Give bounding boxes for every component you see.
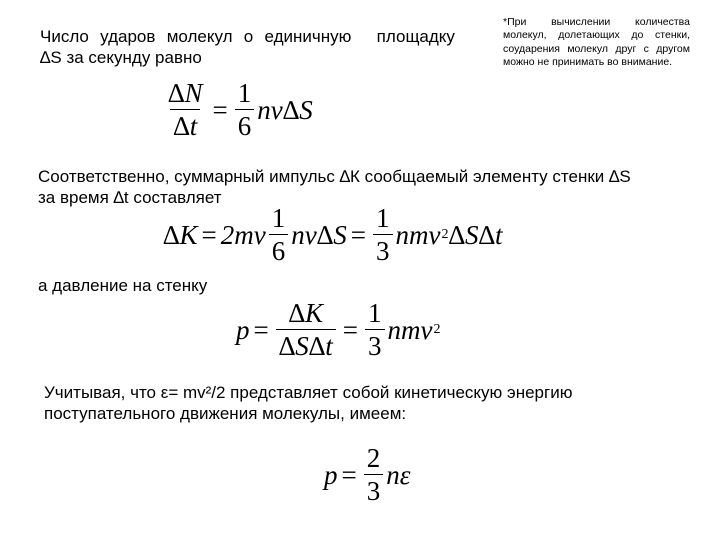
equals-sign: = — [253, 314, 269, 345]
equation-term: nmv — [395, 219, 441, 250]
intro-line-1 — [40, 26, 455, 47]
intro-text — [40, 26, 455, 68]
fraction-denominator: ∆t — [170, 109, 200, 140]
fraction-denominator: 6 — [235, 109, 255, 140]
equation-term: nv∆S — [291, 219, 347, 250]
fraction-numerator: ∆K — [288, 298, 324, 328]
equals-sign: = — [212, 94, 228, 125]
equals-sign: = — [201, 219, 217, 250]
equals-sign: = — [342, 314, 359, 345]
fraction-denominator: 3 — [373, 234, 393, 265]
paragraph-energy — [44, 382, 572, 424]
intro-word: Число — [40, 27, 89, 46]
equation-term: ∆K — [163, 219, 198, 250]
fraction-coefficient — [373, 205, 393, 265]
fraction-denominator: 3 — [365, 329, 385, 360]
paragraph-line: Учитывая, что ε= mv²/2 представляет собой кинетическую энергию — [44, 383, 573, 402]
fraction-numerator: 1 — [237, 78, 252, 108]
paragraph-impulse — [38, 166, 631, 208]
paragraph-line: за время ∆t составляет — [38, 188, 222, 207]
equation-term: nv∆S — [257, 94, 313, 125]
fraction-numerator: 1 — [376, 203, 390, 233]
equals-sign: = — [341, 459, 357, 490]
exponent: 2 — [433, 322, 441, 337]
fraction-denominator: 3 — [364, 474, 384, 505]
fraction-coefficient — [235, 80, 255, 140]
fraction-dk — [276, 300, 336, 360]
intro-word: ударов — [100, 27, 156, 46]
intro-word: площадку — [376, 27, 455, 46]
intro-word: молекул — [166, 27, 233, 46]
equation-term: ∆S∆t — [448, 219, 503, 250]
fraction-numerator: 2 — [366, 443, 381, 473]
equation-term: p — [324, 459, 338, 490]
equation-term: nε — [386, 459, 411, 490]
intro-word: единичную — [264, 27, 352, 46]
fraction-numerator: 1 — [271, 203, 286, 233]
fraction-numerator: ∆N — [168, 78, 203, 108]
equation-pressure — [236, 300, 441, 360]
equals-sign: = — [350, 219, 366, 250]
fraction-coefficient — [269, 205, 289, 265]
fraction-coefficient — [365, 300, 385, 360]
footnote: *При вычислении количества молекул, долетающих до стенки, соударения молекул друг с другом можно не принимать во внимание. — [503, 16, 690, 68]
fraction-dn-dt — [165, 80, 206, 140]
fraction-numerator: 1 — [368, 298, 382, 328]
equation-impulse — [163, 205, 503, 265]
fraction-denominator: 6 — [269, 234, 289, 265]
exponent: 2 — [441, 227, 449, 242]
fraction-denominator: ∆S∆t — [276, 329, 336, 360]
fraction-coefficient — [364, 445, 384, 505]
paragraph-line: Соответственно, суммарный импульс ∆К сообщаемый элементу стенки ∆S — [38, 167, 631, 186]
equation-collision-count — [162, 80, 313, 140]
equation-term: nmv — [387, 314, 433, 345]
equation-pressure-energy — [324, 445, 410, 505]
intro-word: о — [243, 27, 254, 46]
equation-term: 2mv — [220, 219, 266, 250]
equation-term: p — [236, 314, 250, 345]
paragraph-pressure: а давление на стенку — [38, 276, 208, 295]
intro-line-2: ∆S за секунду равно — [40, 48, 202, 67]
paragraph-line: поступательного движения молекулы, имеем: — [44, 404, 407, 423]
